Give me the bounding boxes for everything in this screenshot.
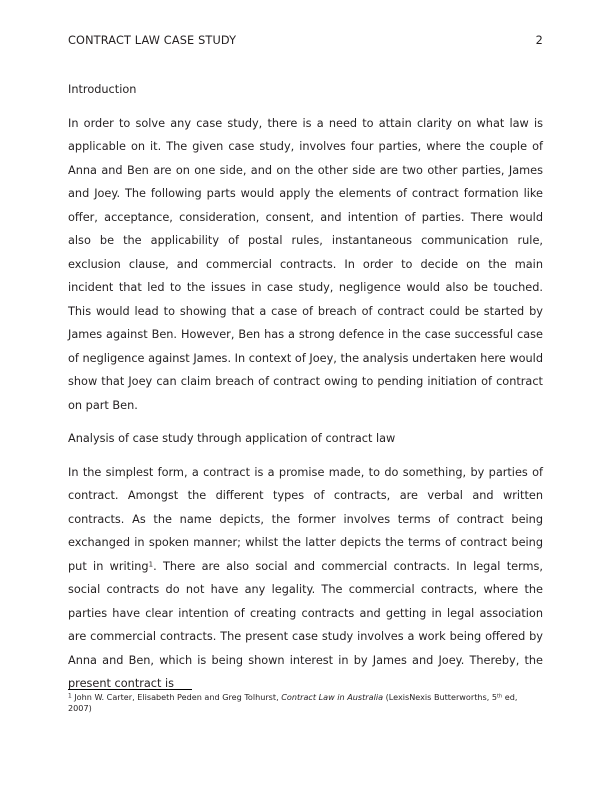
page-header xyxy=(68,34,543,48)
footnote-separator-rule xyxy=(68,689,192,690)
footnote-text-after-title-2: ed, 2007) xyxy=(68,692,518,714)
footnote-book-title: Contract Law in Australia xyxy=(281,692,384,702)
document-body xyxy=(68,78,543,696)
footnote-number: 1 xyxy=(68,693,72,700)
footnote-text-after-title-1: (LexisNexis Butterworths, 5 xyxy=(383,692,498,702)
footnote-entry-1 xyxy=(68,692,543,714)
paragraph-analysis-1 xyxy=(68,461,543,696)
footnote-edition-ordinal: th xyxy=(497,693,503,700)
paragraph-analysis-1-part-a: In the simplest form, a contract is a promise made, to do something, by parties of contract. Amongst the different types of contracts, are verbal and written contracts. As the name depicts, the former involves terms of contract being exchanged in spoken manner; whilst the latter depicts the terms of contract being put in writing xyxy=(68,465,543,573)
paragraph-introduction-1: In order to solve any case study, there is a need to attain clarity on what law is applicable on it. The given case study, involves four parties, where the couple of Anna and Ben are on one side, and on the other side are two other parties, James and Joey. The following parts would apply the elements of contract formation like offer, acceptance, consideration, consent, and intention of parties. There would also be the applicability of postal rules, instantaneous communication rule, exclusion clause, and commercial contracts. In order to decide on the main incident that led to the issues in case study, negligence would also be touched. This would lead to showing that a case of breach of contract could be started by James against Ben. However, Ben has a strong defence in the case successful case of negligence against James. In context of Joey, the analysis undertaken here would show that Joey can claim breach of contract owing to pending initiation of contract on part Ben. xyxy=(68,116,543,412)
footnote-reference-marker[interactable]: 1 xyxy=(148,560,154,569)
section-heading-analysis: Analysis of case study through application of contract law xyxy=(68,432,396,445)
page-number: 2 xyxy=(535,34,543,47)
section-heading-introduction: Introduction xyxy=(68,83,137,96)
footnote-text-before-title: John W. Carter, Elisabeth Peden and Greg Tolhurst, xyxy=(71,692,282,702)
footnote-area xyxy=(68,689,543,714)
header-title: CONTRACT LAW CASE STUDY xyxy=(68,34,237,47)
paragraph-analysis-1-part-b: . There are also social and commercial contracts. In legal terms, social contracts do not have any legality. The commercial contracts, where the parties have clear intention of creating contracts and getting in legal association are commercial contracts. The present case study involves a work being offered by Anna and Ben, which is being shown interest in by James and Joey. Thereby, the present contract is xyxy=(68,559,543,690)
